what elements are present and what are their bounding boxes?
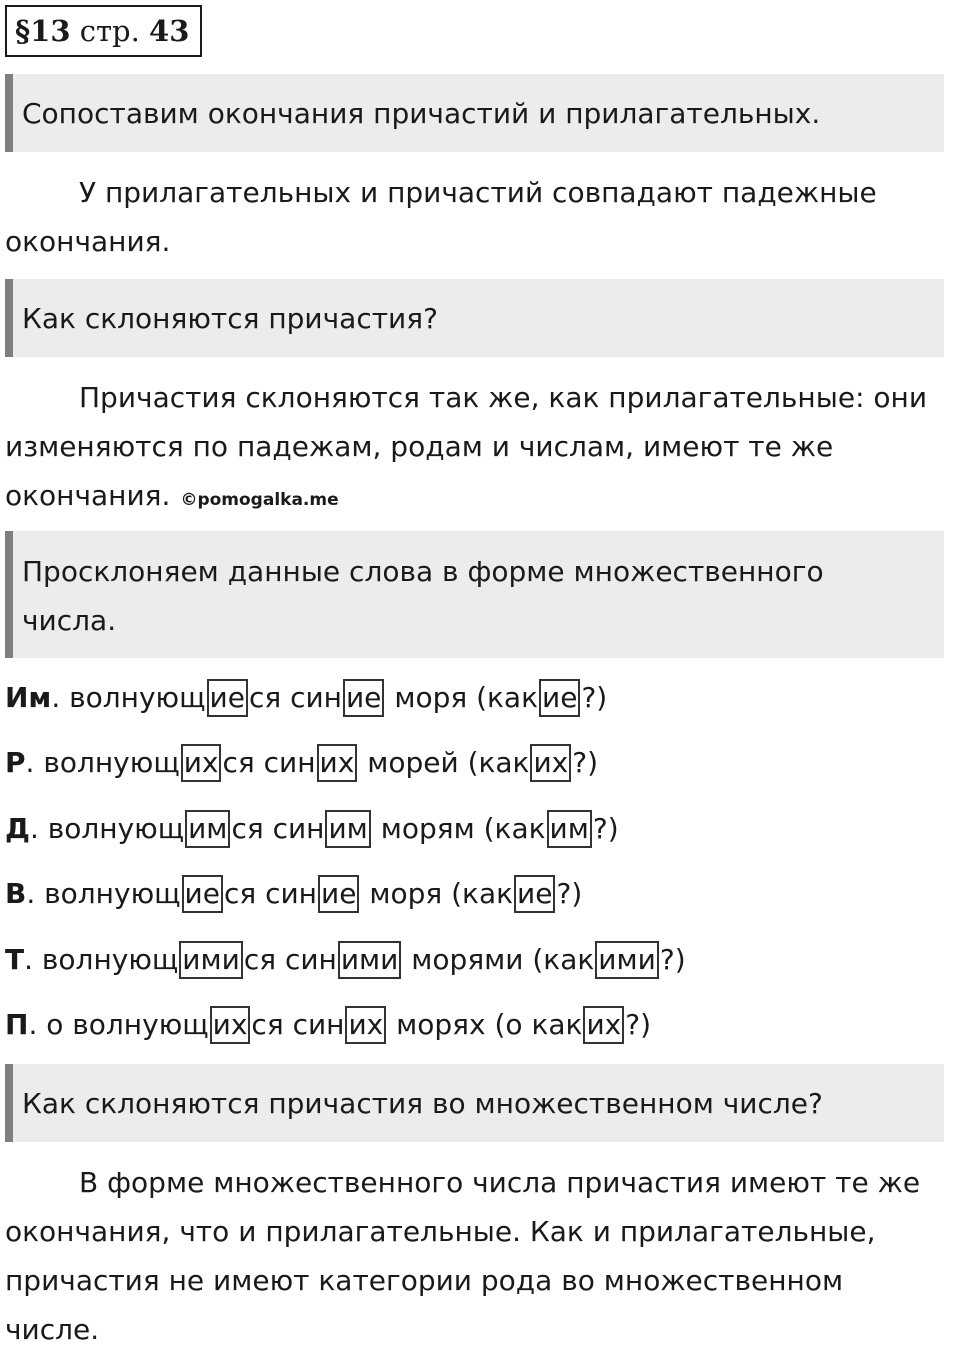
answer-line: окончания. xyxy=(5,225,171,258)
word-part: волнующ xyxy=(41,942,179,976)
word-part: син xyxy=(265,877,317,911)
boxed-ending: ими xyxy=(595,941,659,979)
declension-row xyxy=(5,676,607,720)
word-part: ся xyxy=(223,877,266,911)
answer-line: В форме множественного числа причастия имеют те же xyxy=(79,1166,921,1199)
word-part: ся xyxy=(231,811,273,845)
boxed-ending: их xyxy=(345,1006,386,1044)
word-part: ?) xyxy=(581,681,608,714)
word-part: морями (как xyxy=(402,942,595,976)
answer-line: окончания, что и прилагательные. Как и прилагательные, xyxy=(5,1215,876,1248)
word-part: син xyxy=(284,942,337,976)
case-label: П xyxy=(5,1008,29,1041)
word-part: волнующ xyxy=(44,877,181,911)
word-part: ся xyxy=(243,942,285,976)
answer-block-4 xyxy=(5,1158,955,1354)
word-part: ся xyxy=(251,1008,293,1041)
word-part: син xyxy=(292,1008,345,1041)
boxed-ending: ие xyxy=(318,875,359,913)
word-part: моря (как xyxy=(360,877,514,911)
declension-row xyxy=(5,938,686,982)
answer-line: У прилагательных и причастий совпадают падежные xyxy=(79,176,877,209)
answer-line xyxy=(5,471,955,525)
boxed-ending: ие xyxy=(182,875,223,913)
word-part: . xyxy=(26,877,45,911)
word-part: морях (о как xyxy=(387,1008,583,1041)
boxed-ending: их xyxy=(530,744,571,782)
word-part: морям (как xyxy=(371,811,546,845)
word-part: ?) xyxy=(592,811,619,845)
boxed-ending: ие xyxy=(343,679,384,717)
word-part: ся xyxy=(248,681,291,714)
declension-row xyxy=(5,741,598,785)
question-line: Просклоняем данные слова в форме множественного xyxy=(22,555,824,588)
answer-line: числе. xyxy=(5,1313,100,1346)
boxed-ending: ими xyxy=(179,941,243,979)
case-label: Д xyxy=(5,811,30,845)
answer-block-1 xyxy=(5,168,955,266)
question-block-2 xyxy=(5,279,944,357)
boxed-ending: ими xyxy=(338,941,402,979)
word-part: ?) xyxy=(659,942,686,976)
word-part: . о xyxy=(28,1008,73,1041)
answer-line: Причастия склоняются так же, как прилагательные: они xyxy=(79,381,928,414)
word-part: . xyxy=(24,942,42,976)
declension-row xyxy=(5,1003,651,1047)
declension-row xyxy=(5,807,619,851)
boxed-ending: их xyxy=(181,744,222,782)
case-label: Р xyxy=(5,746,26,780)
question-line: Как склоняются причастия во множественном числе? xyxy=(22,1087,823,1120)
answer-line-text: окончания. xyxy=(5,479,171,512)
boxed-ending: их xyxy=(583,1006,624,1044)
word-part: ся xyxy=(222,746,264,780)
word-part: ?) xyxy=(556,877,583,911)
case-label: В xyxy=(5,877,27,911)
word-part: . xyxy=(51,681,70,714)
question-block-4 xyxy=(5,1064,944,1142)
word-part: . xyxy=(25,746,44,780)
boxed-ending: ие xyxy=(539,679,580,717)
page-label: стр. xyxy=(79,14,140,48)
case-label: Им xyxy=(5,681,52,714)
question-block-3 xyxy=(5,531,944,658)
page-number: 43 xyxy=(149,14,190,48)
question-line: числа. xyxy=(22,604,117,637)
word-part: моря (как xyxy=(385,681,538,714)
word-part: . xyxy=(29,811,48,845)
question-line: Как склоняются причастия? xyxy=(22,302,438,335)
word-part: морей (как xyxy=(358,746,530,780)
boxed-ending: им xyxy=(185,810,230,848)
word-part: син xyxy=(263,746,316,780)
case-label: Т xyxy=(5,942,25,976)
boxed-ending: им xyxy=(325,810,370,848)
word-part: син xyxy=(290,681,342,714)
answer-block-2 xyxy=(5,373,955,525)
word-part: син xyxy=(272,811,325,845)
boxed-ending: ие xyxy=(514,875,555,913)
word-part: волнующ xyxy=(69,681,206,714)
word-part: ?) xyxy=(572,746,599,780)
boxed-ending: им xyxy=(547,810,592,848)
word-part: волнующ xyxy=(72,1008,209,1041)
word-part: ?) xyxy=(625,1008,652,1041)
question-line: Сопоставим окончания причастий и прилагательных. xyxy=(22,97,821,130)
boxed-ending: ие xyxy=(207,679,248,717)
boxed-ending: их xyxy=(210,1006,251,1044)
boxed-ending: их xyxy=(317,744,358,782)
page-header xyxy=(5,5,202,57)
question-block-1 xyxy=(5,74,944,152)
word-part: волнующ xyxy=(47,811,185,845)
watermark: ©pomogalka.me xyxy=(180,490,339,510)
word-part: волнующ xyxy=(43,746,180,780)
answer-line: причастия не имеют категории рода во множественном xyxy=(5,1264,844,1297)
section-number: §13 xyxy=(15,14,71,48)
answer-line: изменяются по падежам, родам и числам, имеют те же xyxy=(5,430,834,463)
declension-row xyxy=(5,872,582,916)
